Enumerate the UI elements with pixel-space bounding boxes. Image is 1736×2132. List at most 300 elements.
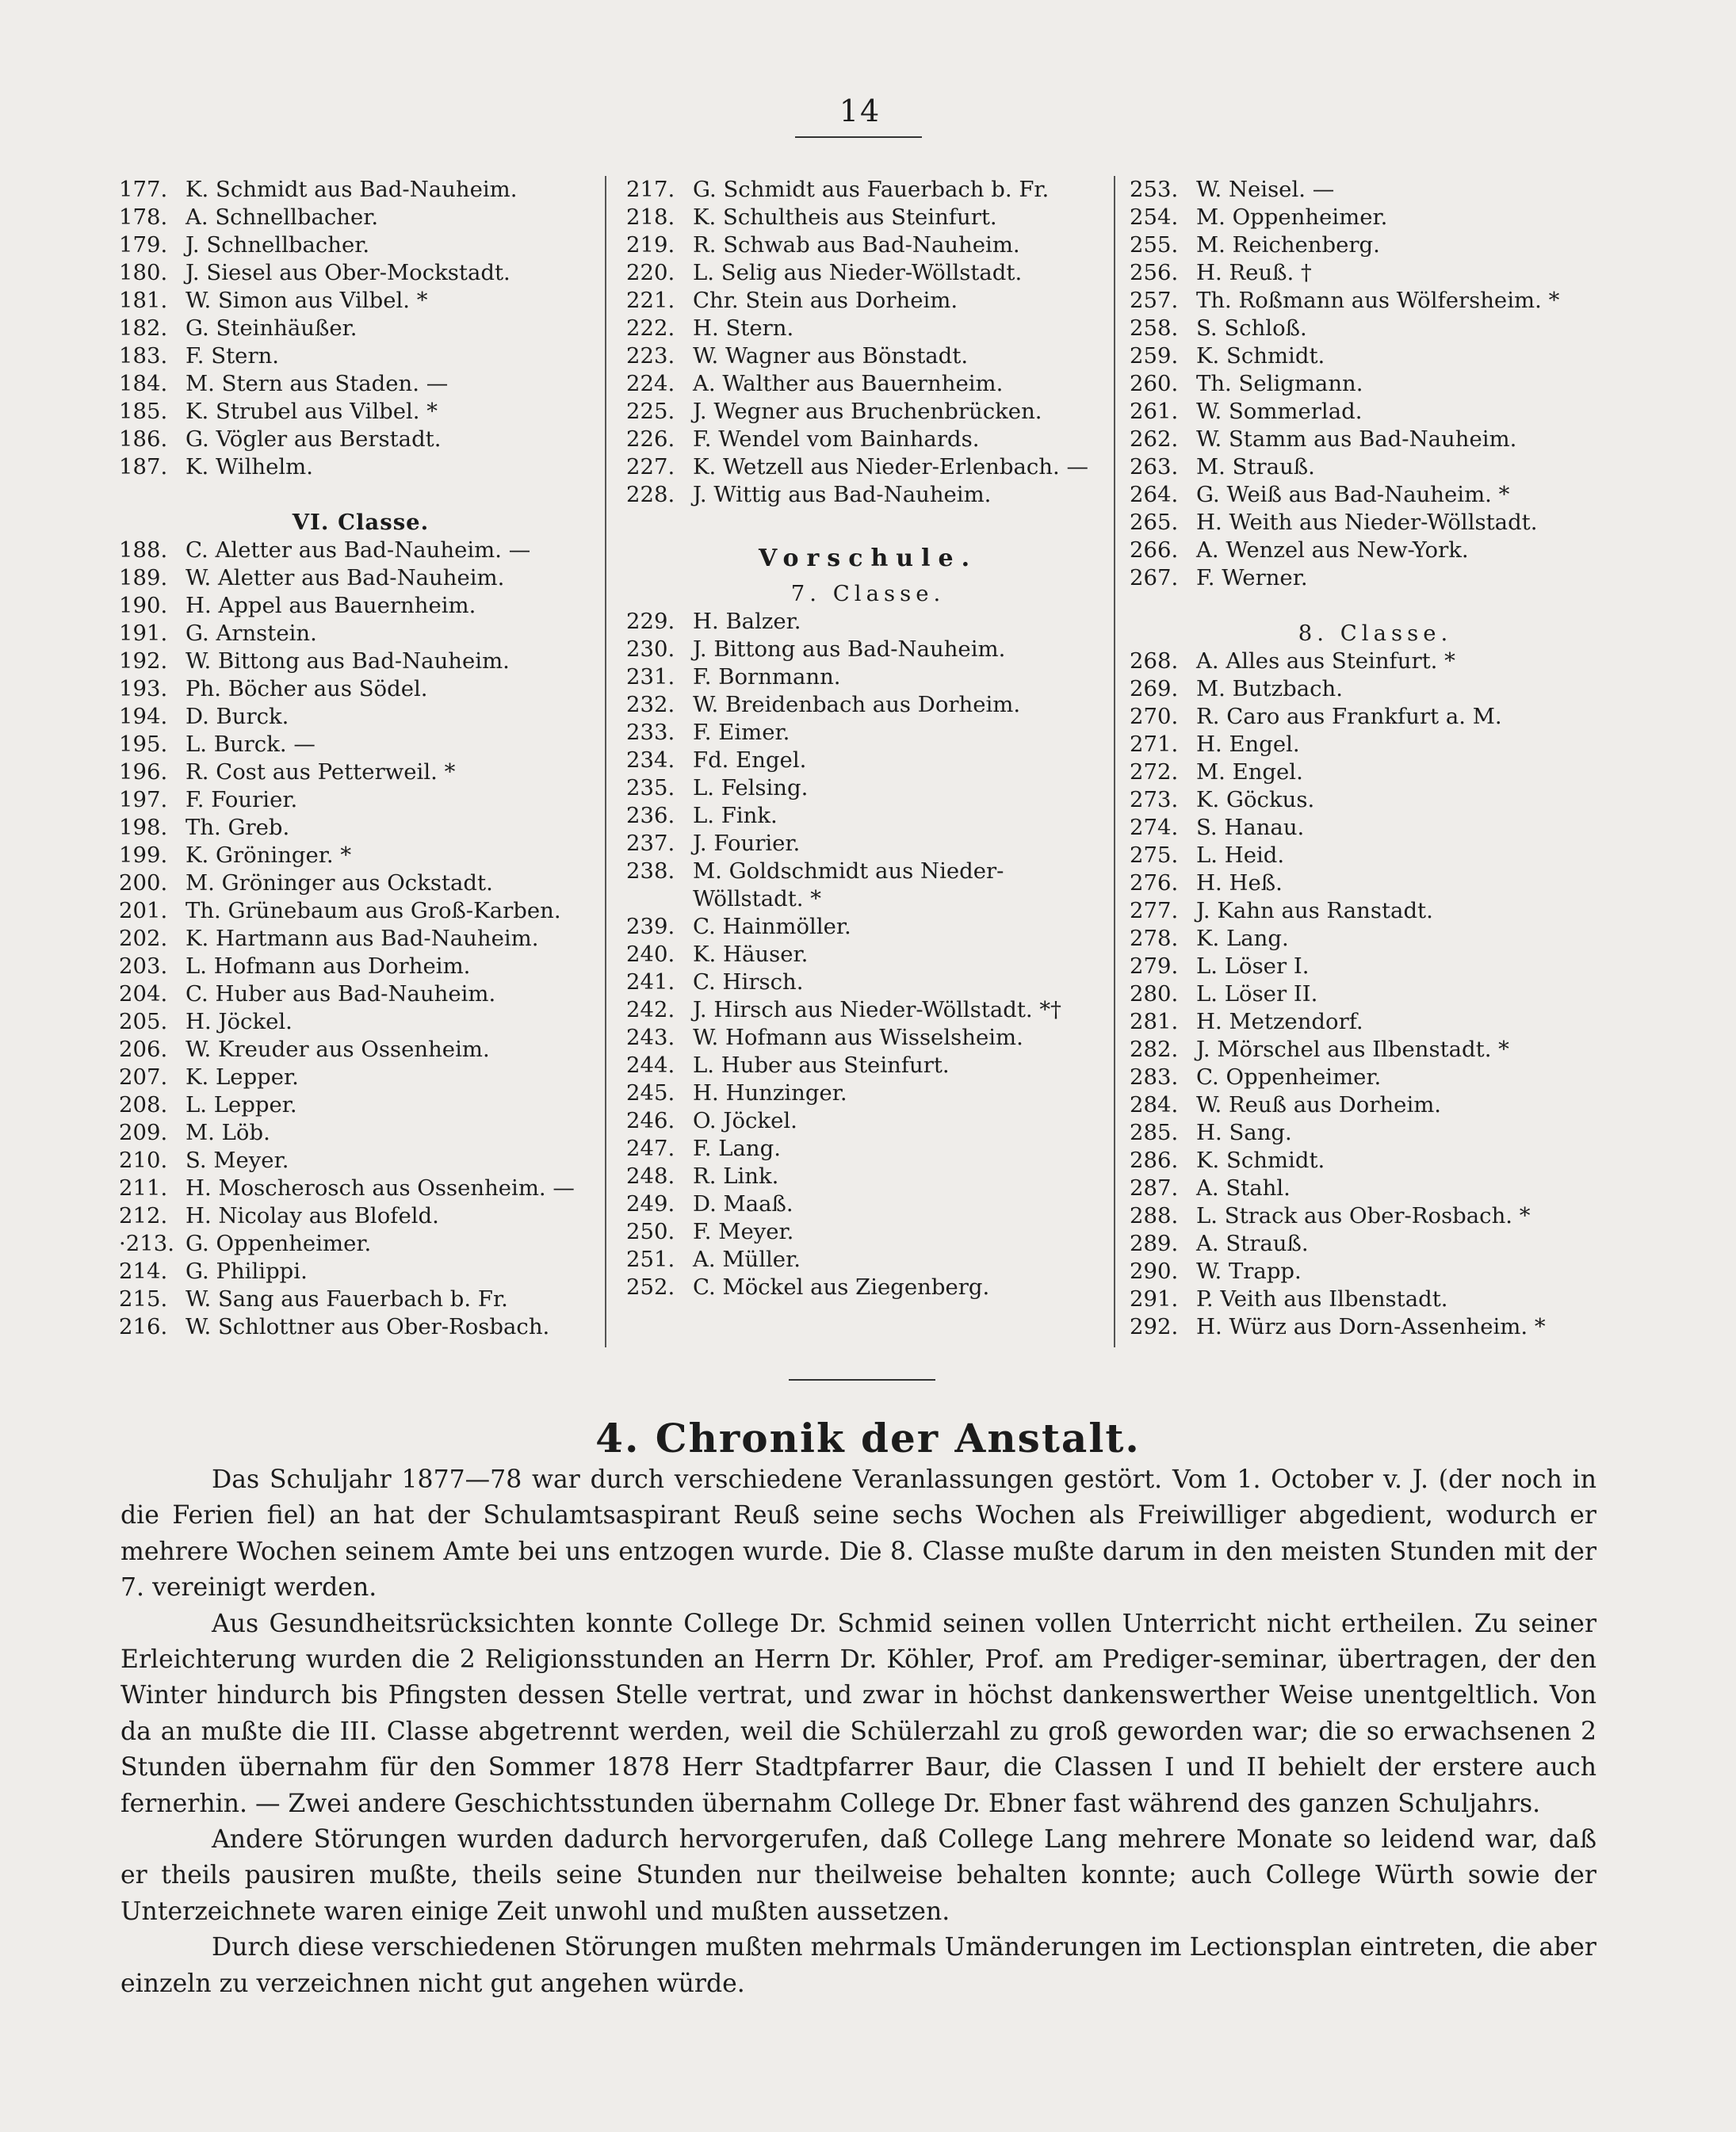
list-item-number: 231. (626, 664, 675, 690)
list-item-number: 265. (1130, 510, 1179, 535)
list-item (1130, 648, 1621, 675)
class-subheading: 7. Classe. (790, 581, 946, 606)
list-item (626, 1218, 1110, 1246)
list-item (626, 176, 1110, 204)
list-item-number: 263. (1130, 454, 1179, 480)
list-item (626, 636, 1110, 663)
student-list-column-1 (119, 176, 602, 1341)
list-item-name: W. Breidenbach aus Dorheim. (693, 692, 1021, 717)
list-item-number: 245. (626, 1080, 675, 1106)
spacer (626, 509, 1110, 537)
list-item (626, 663, 1110, 691)
list-item-number: 217. (626, 177, 675, 202)
list-item (1130, 1313, 1621, 1341)
list-item (1130, 1036, 1621, 1064)
list-item (119, 204, 602, 231)
list-item-number: ·213. (119, 1231, 174, 1256)
list-item-number: 268. (1130, 648, 1179, 674)
list-item-name: W. Neisel. — (1196, 177, 1335, 202)
list-item (1130, 786, 1621, 814)
list-item (119, 537, 602, 564)
list-item-name: H. Sang. (1196, 1120, 1292, 1145)
list-item-name: Th. Seligmann. (1196, 371, 1363, 396)
list-item (1130, 370, 1621, 398)
list-item (626, 969, 1110, 996)
list-item-number: 218. (626, 204, 675, 230)
list-item-name: Th. Grünebaum aus Groß-Karben. (185, 898, 561, 923)
list-item (1130, 1091, 1621, 1119)
list-item-number: 264. (1130, 482, 1179, 507)
list-item (119, 814, 602, 842)
list-item-name: M. Strauß. (1196, 454, 1315, 480)
list-item-number: 178. (119, 204, 168, 230)
list-item-name: K. Schmidt aus Bad-Nauheim. (185, 177, 518, 202)
list-item (626, 941, 1110, 969)
list-item-number: 255. (1130, 232, 1179, 258)
list-item (119, 786, 602, 814)
list-item-name: H. Moscherosch aus Ossenheim. — (185, 1175, 575, 1201)
list-item (626, 204, 1110, 231)
list-item-name: W. Sang aus Fauerbach b. Fr. (185, 1286, 508, 1312)
list-item (119, 1230, 602, 1258)
list-item-number: 252. (626, 1274, 675, 1300)
list-item-number: 287. (1130, 1175, 1179, 1201)
list-item-name: H. Stern. (693, 315, 794, 341)
list-item-number: 197. (119, 787, 168, 812)
list-item-name: H. Reuß. † (1196, 260, 1312, 285)
list-item-name: L. Strack aus Ober-Rosbach. * (1196, 1203, 1531, 1228)
list-item-name: S. Hanau. (1196, 815, 1305, 840)
list-item-name: W. Kreuder aus Ossenheim. (185, 1037, 490, 1062)
list-item (119, 842, 602, 869)
list-item-name: H. Balzer. (693, 609, 801, 634)
list-item-number: 212. (119, 1203, 168, 1228)
list-item-number: 198. (119, 815, 168, 840)
list-item-name: G. Arnstein. (185, 621, 317, 646)
list-item (626, 1246, 1110, 1274)
list-item-name: W. Stamm aus Bad-Nauheim. (1196, 426, 1517, 452)
list-item-name: K. Schultheis aus Steinfurt. (693, 204, 997, 230)
list-item-number: 203. (119, 953, 168, 979)
list-item (626, 370, 1110, 398)
list-item-number: 220. (626, 260, 675, 285)
list-item-number: 221. (626, 288, 675, 313)
list-item-name: C. Huber aus Bad-Nauheim. (185, 981, 496, 1007)
list-item-name: W. Sommerlad. (1196, 399, 1363, 424)
list-item (1130, 953, 1621, 980)
list-item (119, 731, 602, 758)
list-item (626, 858, 1110, 885)
list-item-name: F. Fourier. (185, 787, 298, 812)
list-item (119, 453, 602, 481)
list-item-number: 191. (119, 621, 168, 646)
list-item-name: Fd. Engel. (693, 747, 807, 773)
list-item-name: G. Philippi. (185, 1259, 308, 1284)
list-item (1130, 315, 1621, 342)
list-item-number: 250. (626, 1219, 675, 1244)
list-item-name: G. Steinhäußer. (185, 315, 358, 341)
list-item (626, 342, 1110, 370)
list-item-number: 202. (119, 926, 168, 951)
list-item-name: H. Nicolay aus Blofeld. (185, 1203, 439, 1228)
list-item (626, 1135, 1110, 1163)
list-item (119, 1175, 602, 1202)
chronik-body (120, 1462, 1596, 2002)
list-item-name: M. Löb. (185, 1120, 270, 1145)
list-item-number: 226. (626, 426, 675, 452)
list-item-name: A. Schnellbacher. (185, 204, 379, 230)
list-item-number: 230. (626, 636, 675, 662)
list-item-number: 236. (626, 803, 675, 828)
list-item-number: 283. (1130, 1064, 1179, 1090)
list-item (119, 1036, 602, 1064)
list-item-number: 223. (626, 343, 675, 369)
spacer (1130, 592, 1621, 620)
list-item (119, 648, 602, 675)
list-item-number: 227. (626, 454, 675, 480)
list-item-number: 237. (626, 831, 675, 856)
list-item-number: 262. (1130, 426, 1179, 452)
list-item-number: 200. (119, 870, 168, 896)
list-item (626, 398, 1110, 426)
list-item (119, 1008, 602, 1036)
list-item-number: 207. (119, 1064, 168, 1090)
list-item-number: 215. (119, 1286, 168, 1312)
list-item (626, 1274, 1110, 1301)
list-item-name: J. Hirsch aus Nieder-Wöllstadt. *† (693, 997, 1061, 1022)
list-item-number: 201. (119, 898, 168, 923)
list-item-number: 186. (119, 426, 168, 452)
list-item-name: L. Fink. (693, 803, 778, 828)
list-item (1130, 842, 1621, 869)
list-item-number: 190. (119, 593, 168, 618)
list-item (626, 1052, 1110, 1079)
page-number: 14 (839, 94, 881, 128)
list-item-name: H. Engel. (1196, 732, 1300, 757)
list-item-name: L. Lepper. (185, 1092, 297, 1118)
list-item-number: 208. (119, 1092, 168, 1118)
list-item-name: J. Kahn aus Ranstadt. (1196, 898, 1433, 923)
list-item-name: A. Wenzel aus New-York. (1196, 537, 1469, 563)
list-item-number: 243. (626, 1025, 675, 1050)
list-item-number: 289. (1130, 1231, 1179, 1256)
list-item (626, 453, 1110, 481)
list-item-number: 182. (119, 315, 168, 341)
list-item-number: 275. (1130, 842, 1179, 868)
list-item (1130, 453, 1621, 481)
list-item-name: L. Selig aus Nieder-Wöllstadt. (693, 260, 1023, 285)
list-item-number: 269. (1130, 676, 1179, 701)
list-item-name: C. Aletter aus Bad-Nauheim. — (185, 537, 531, 563)
list-item (1130, 537, 1621, 564)
list-item (1130, 1064, 1621, 1091)
top-rule (795, 136, 922, 138)
student-list-column-3 (1130, 176, 1621, 1341)
list-item-number: 285. (1130, 1120, 1179, 1145)
list-item-number: 284. (1130, 1092, 1179, 1118)
list-item-number: 266. (1130, 537, 1179, 563)
list-item (119, 1202, 602, 1230)
list-item-number: 199. (119, 842, 168, 868)
class-subheading: 8. Classe. (1298, 621, 1453, 646)
list-item-name: A. Strauß. (1196, 1231, 1309, 1256)
list-item-number: 194. (119, 704, 168, 729)
list-item (626, 719, 1110, 747)
list-item-number: 271. (1130, 732, 1179, 757)
list-item-number: 192. (119, 648, 168, 674)
list-item (1130, 869, 1621, 897)
chronik-paragraph: Das Schuljahr 1877—78 war durch verschiedene Veranlassungen gestört. Vom 1. October v. J. (der noch in die Ferien fiel) an hat der Schulamtsaspirant Reuß seine sechs Wochen als Freiwilliger abgedient, wodurch er mehrere Wochen seinem Amte bei uns entzogen wurde. Die 8. Classe mußte darum in den meisten Stunden mit der 7. vereinigt werden. (120, 1465, 1596, 1603)
list-item (1130, 758, 1621, 786)
list-item (626, 426, 1110, 453)
list-item-name: W. Simon aus Vilbel. * (185, 288, 428, 313)
list-item-name: L. Felsing. (693, 775, 809, 800)
list-item (1130, 426, 1621, 453)
list-item-number: 233. (626, 720, 675, 745)
list-item-number: 184. (119, 371, 168, 396)
list-item (1130, 980, 1621, 1008)
list-item-number: 276. (1130, 870, 1179, 896)
list-item-number: 257. (1130, 288, 1179, 313)
list-item-name: A. Alles aus Steinfurt. * (1196, 648, 1455, 674)
list-item-name: H. Würz aus Dorn-Assenheim. * (1196, 1314, 1546, 1339)
list-item (119, 980, 602, 1008)
list-item (626, 481, 1110, 509)
list-item-number: 277. (1130, 898, 1179, 923)
list-item-name: C. Hainmöller. (693, 914, 851, 939)
list-item-name: F. Meyer. (693, 1219, 794, 1244)
list-item (626, 1024, 1110, 1052)
section-rule (789, 1379, 935, 1381)
list-item-number: 291. (1130, 1286, 1179, 1312)
list-item-name: M. Reichenberg. (1196, 232, 1380, 258)
list-item-number: 225. (626, 399, 675, 424)
list-item (1130, 897, 1621, 925)
list-item (119, 1064, 602, 1091)
list-item-name: M. Stern aus Staden. — (185, 371, 449, 396)
list-item-name: L. Burck. — (185, 732, 315, 757)
list-item-name: S. Meyer. (185, 1148, 289, 1173)
list-item-name: D. Maaß. (693, 1191, 793, 1217)
list-item-name: L. Löser I. (1196, 953, 1310, 979)
list-item-name: H. Weith aus Nieder-Wöllstadt. (1196, 510, 1538, 535)
list-item (626, 830, 1110, 858)
list-item (119, 342, 602, 370)
list-item (1130, 259, 1621, 287)
list-item-name: G. Schmidt aus Fauerbach b. Fr. (693, 177, 1050, 202)
list-item (626, 1107, 1110, 1135)
list-item (626, 608, 1110, 636)
list-item-number: 179. (119, 232, 168, 258)
list-item (119, 675, 602, 703)
list-item-name: K. Häuser. (693, 942, 809, 967)
list-item-name: A. Stahl. (1196, 1175, 1291, 1201)
list-item-name: L. Huber aus Steinfurt. (693, 1053, 950, 1078)
list-item-number: 234. (626, 747, 675, 773)
list-item-name: R. Caro aus Frankfurt a. M. (1196, 704, 1502, 729)
list-item (626, 691, 1110, 719)
list-item (119, 176, 602, 204)
list-item-name: H. Appel aus Bauernheim. (185, 593, 476, 618)
list-item-name: F. Stern. (185, 343, 280, 369)
list-item-number: 229. (626, 609, 675, 634)
list-item-name: R. Schwab aus Bad-Nauheim. (693, 232, 1020, 258)
chronik-paragraph: Aus Gesundheitsrücksichten konnte College Dr. Schmid seinen vollen Unterricht nicht ertheilen. Zu seiner Erleichterung wurden die 2 Religionsstunden an Herrn Dr. Köhler, Prof. am Prediger-seminar, übertragen, der den Winter hindurch bis Pfingsten dessen Stelle vertrat, und zwar in höchst dankenswerther Weise unentgeltlich. Von da an mußte die III. Classe abgetrennt werden, weil die Schülerzahl zu groß geworden war; die so erwachsenen 2 Stunden übernahm für den Sommer 1878 Herr Stadtpfarrer Baur, die Classen I und II behielt der erstere auch fernerhin. — Zwei andere Geschichtsstunden übernahm College Dr. Ebner fast während des ganzen Schuljahrs. (120, 1609, 1596, 1818)
list-item-number: 244. (626, 1053, 675, 1078)
list-item-name: R. Cost aus Petterweil. * (185, 759, 456, 785)
list-item (626, 287, 1110, 315)
list-item (1130, 731, 1621, 758)
list-item (626, 259, 1110, 287)
list-item-number: 187. (119, 454, 168, 480)
list-item-name: H. Metzendorf. (1196, 1009, 1363, 1034)
list-item (1130, 287, 1621, 315)
list-item-number: 254. (1130, 204, 1179, 230)
list-item (626, 747, 1110, 774)
list-item (1130, 1175, 1621, 1202)
list-item-number: 246. (626, 1108, 675, 1133)
list-item-number: 177. (119, 177, 168, 202)
list-item (626, 1190, 1110, 1218)
list-item-number: 241. (626, 969, 675, 995)
list-item-name: C. Hirsch. (693, 969, 804, 995)
list-item-name: F. Eimer. (693, 720, 790, 745)
list-item-name: J. Siesel aus Ober-Mockstadt. (185, 260, 510, 285)
list-item-name: F. Bornmann. (693, 664, 841, 690)
list-item-number: 240. (626, 942, 675, 967)
list-item-name: W. Wagner aus Bönstadt. (693, 343, 969, 369)
list-item-number: 272. (1130, 759, 1179, 785)
list-item-name: M. Oppenheimer. (1196, 204, 1388, 230)
list-item-name: W. Bittong aus Bad-Nauheim. (185, 648, 510, 674)
list-item (626, 231, 1110, 259)
list-item (119, 592, 602, 620)
list-item-name: P. Veith aus Ilbenstadt. (1196, 1286, 1448, 1312)
class-heading: Vorschule. (758, 544, 978, 572)
list-item-name: Chr. Stein aus Dorheim. (693, 288, 958, 313)
list-item-number: 274. (1130, 815, 1179, 840)
list-item (119, 1091, 602, 1119)
list-item-name: L. Löser II. (1196, 981, 1318, 1007)
list-item-name: K. Wetzell aus Nieder-Erlenbach. — (693, 454, 1088, 480)
list-item-number: 242. (626, 997, 675, 1022)
list-item-number: 232. (626, 692, 675, 717)
list-item (1130, 342, 1621, 370)
list-item-number: 222. (626, 315, 675, 341)
student-list-column-2 (626, 176, 1110, 1301)
list-item-name: Th. Roßmann aus Wölfersheim. * (1196, 288, 1560, 313)
list-item-number: 249. (626, 1191, 675, 1217)
list-item (1130, 814, 1621, 842)
list-item (1130, 925, 1621, 953)
list-item (626, 913, 1110, 941)
list-item-number: 280. (1130, 981, 1179, 1007)
list-item (119, 287, 602, 315)
list-item (119, 259, 602, 287)
list-item (119, 370, 602, 398)
list-item-name: A. Walther aus Bauernheim. (693, 371, 1004, 396)
list-item-number: 235. (626, 775, 675, 800)
list-item-name: H. Hunzinger. (693, 1080, 847, 1106)
list-item (626, 1079, 1110, 1107)
list-item-number: 290. (1130, 1259, 1179, 1284)
list-item (119, 1258, 602, 1286)
list-item (1130, 1008, 1621, 1036)
list-item-number: 183. (119, 343, 168, 369)
list-item-continuation: Wöllstadt. * (693, 886, 821, 911)
list-item (1130, 1258, 1621, 1286)
list-item-name: M. Goldschmidt aus Nieder- (693, 858, 1004, 884)
list-item (1130, 481, 1621, 509)
list-item-name: W. Trapp. (1196, 1259, 1302, 1284)
list-item (119, 398, 602, 426)
list-item-name: W. Schlottner aus Ober-Rosbach. (185, 1314, 550, 1339)
list-item-number: 239. (626, 914, 675, 939)
list-item-name: S. Schloß. (1196, 315, 1307, 341)
list-item-number: 259. (1130, 343, 1179, 369)
list-item-name: F. Werner. (1196, 565, 1308, 590)
list-item (626, 315, 1110, 342)
list-item-number: 180. (119, 260, 168, 285)
list-item-name: M. Butzbach. (1196, 676, 1343, 701)
list-item (1130, 204, 1621, 231)
list-item-number: 210. (119, 1148, 168, 1173)
list-item-number: 211. (119, 1175, 168, 1201)
list-item-name: K. Lang. (1196, 926, 1289, 951)
list-item (1130, 1119, 1621, 1147)
list-item (119, 1286, 602, 1313)
list-item (1130, 509, 1621, 537)
list-item-number: 288. (1130, 1203, 1179, 1228)
list-item-name: W. Hofmann aus Wisselsheim. (693, 1025, 1023, 1050)
list-item-number: 195. (119, 732, 168, 757)
list-item-name: K. Hartmann aus Bad-Nauheim. (185, 926, 539, 951)
list-item-name: L. Heid. (1196, 842, 1285, 868)
list-item-name: F. Wendel vom Bainhards. (693, 426, 980, 452)
list-item-number: 279. (1130, 953, 1179, 979)
list-item-name: M. Engel. (1196, 759, 1303, 785)
list-item (119, 703, 602, 731)
list-item-name: W. Aletter aus Bad-Nauheim. (185, 565, 505, 590)
list-item (626, 996, 1110, 1024)
section-title: 4. Chronik der Anstalt. (595, 1415, 1141, 1461)
list-item (119, 1147, 602, 1175)
list-item-name: C. Oppenheimer. (1196, 1064, 1382, 1090)
list-item (119, 564, 602, 592)
list-item (119, 426, 602, 453)
list-item-name: W. Reuß aus Dorheim. (1196, 1092, 1442, 1118)
list-item-name: D. Burck. (185, 704, 289, 729)
list-item-number: 292. (1130, 1314, 1179, 1339)
spacer (626, 572, 1110, 580)
list-item-number: 248. (626, 1163, 675, 1189)
list-item-number: 282. (1130, 1037, 1179, 1062)
list-item-name: G. Weiß aus Bad-Nauheim. * (1196, 482, 1510, 507)
list-item-number: 278. (1130, 926, 1179, 951)
list-item-name: Th. Greb. (185, 815, 290, 840)
class-heading: VI. Classe. (292, 510, 430, 535)
list-item (1130, 398, 1621, 426)
list-item-name: J. Bittong aus Bad-Nauheim. (693, 636, 1006, 662)
list-item-number: 253. (1130, 177, 1179, 202)
list-item (1130, 703, 1621, 731)
list-item (1130, 1147, 1621, 1175)
list-item-number: 224. (626, 371, 675, 396)
list-item (1130, 231, 1621, 259)
list-item-number: 193. (119, 676, 168, 701)
spacer (626, 537, 1110, 544)
list-item-number: 209. (119, 1120, 168, 1145)
